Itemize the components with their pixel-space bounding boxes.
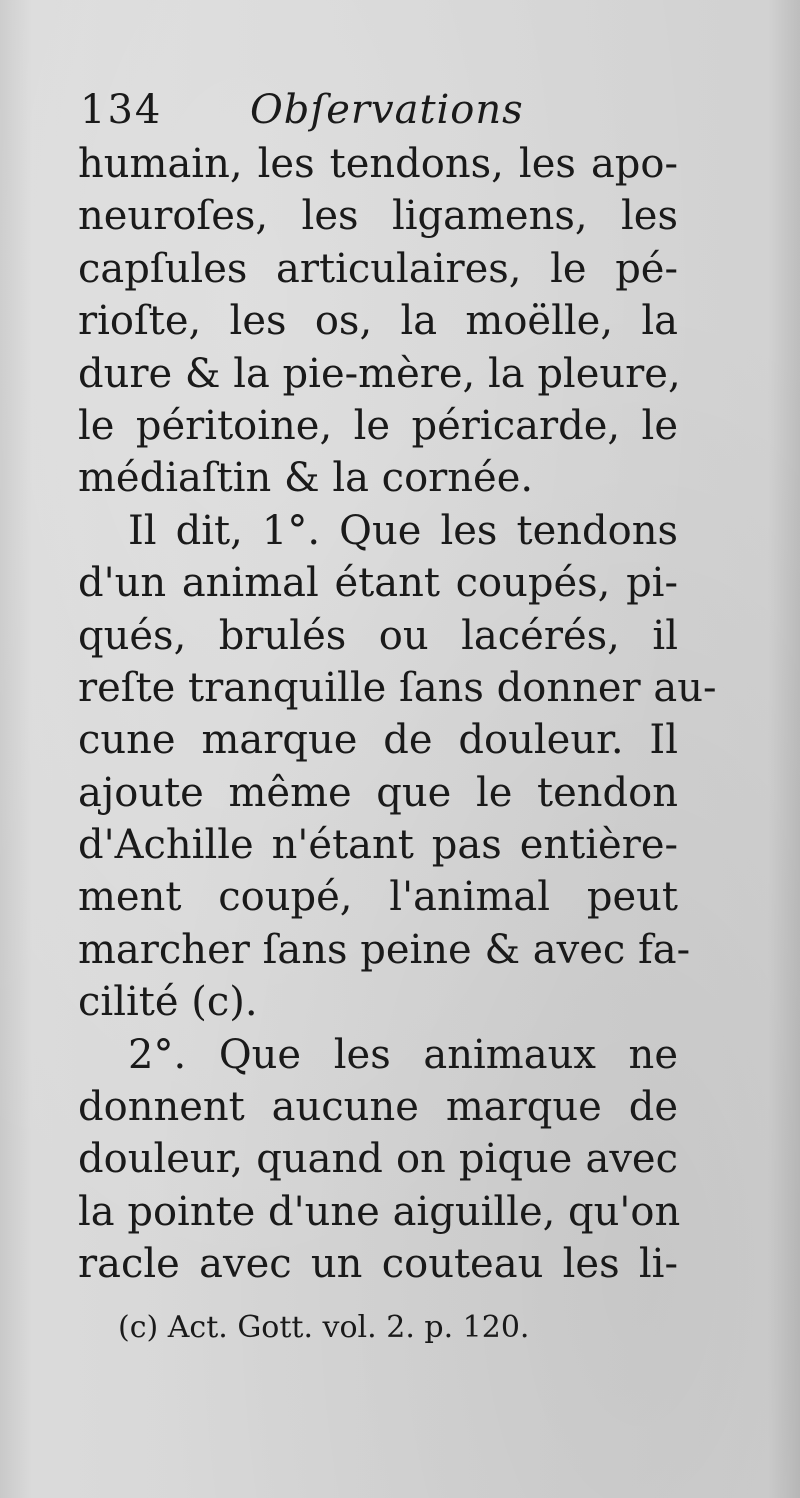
text-line: d'un animal étant coupés, pi- [78, 560, 678, 607]
text-line: ajoute même que le tendon [78, 769, 678, 816]
text-line: médiaſtin & la cornée. [78, 455, 534, 502]
text-line: d'Achille n'étant pas entière- [78, 822, 678, 869]
text-line: reſte tranquille ſans donner au- [78, 664, 717, 711]
text-line: cune marque de douleur. Il [78, 717, 678, 764]
text-line: ment coupé, l'animal peut [78, 874, 678, 921]
text-line: capſules articulaires, le pé- [78, 245, 678, 292]
page-number: 134 [80, 87, 163, 133]
text-line: neuroſes, les ligamens, les [78, 193, 678, 240]
text-line: le péritoine, le péricarde, le [78, 402, 678, 449]
paragraph-start-line: 2°. Que les animaux ne [128, 1031, 678, 1078]
text-line: qués, brulés ou lacérés, il [78, 612, 678, 659]
running-head [80, 82, 524, 138]
text-line: cilité (c). [78, 979, 258, 1026]
text-line: dure & la pie-mère, la pleure, [78, 350, 681, 397]
footnote: (c) Act. Gott. vol. 2. p. 120. [118, 1310, 530, 1345]
text-line: douleur, quand on pique avec [78, 1136, 678, 1183]
text-line: humain, les tendons, les apo- [78, 141, 678, 187]
text-line: rioſte, les os, la moëlle, la [78, 298, 678, 345]
text-line: donnent aucune marque de [78, 1084, 678, 1131]
text-line: la pointe d'une aiguille, qu'on [78, 1188, 681, 1235]
text-line: racle avec un couteau les li- [78, 1241, 678, 1288]
running-title: Obſervations [250, 87, 524, 133]
paragraph-start-line: Il dit, 1°. Que les tendons [128, 507, 678, 554]
body-text [78, 138, 717, 1291]
text-line: marcher ſans peine & avec fa- [78, 926, 691, 973]
